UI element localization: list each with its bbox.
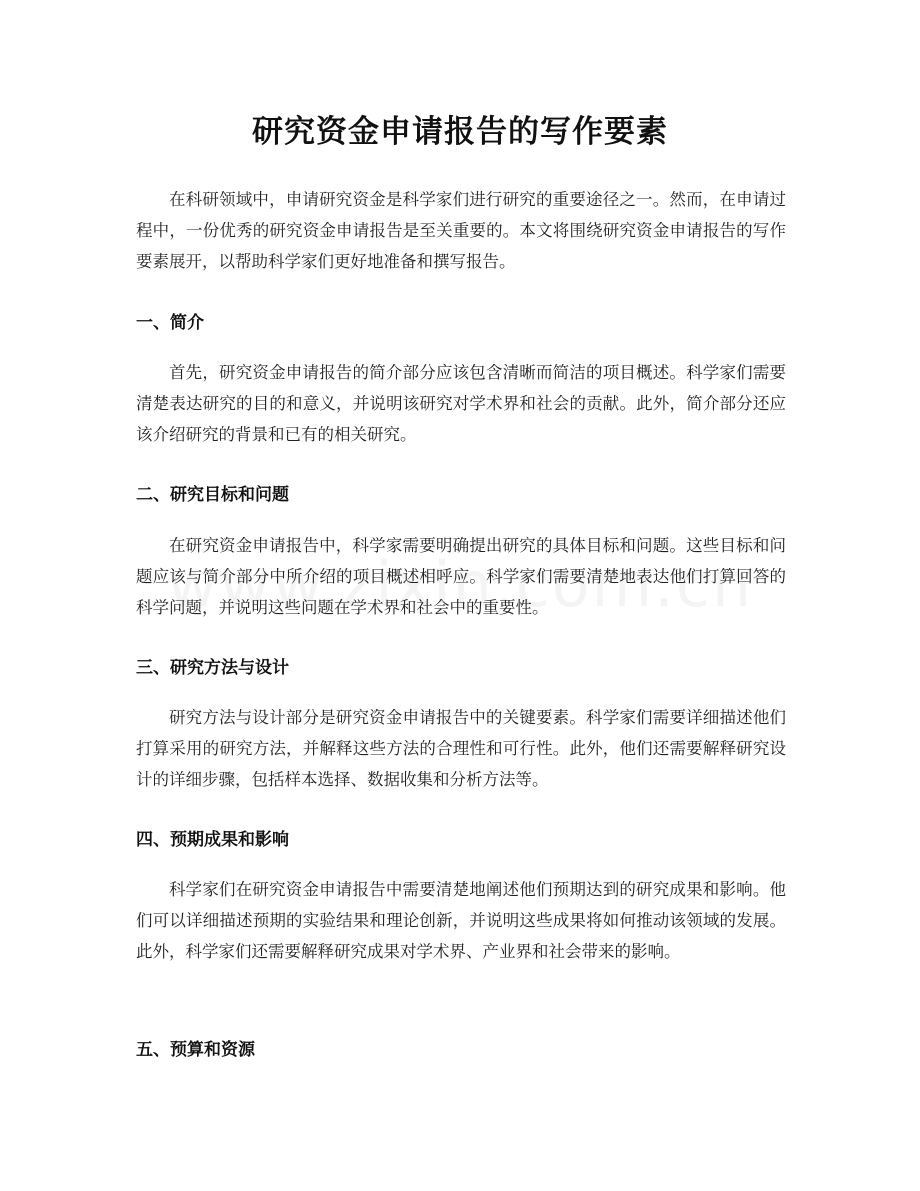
section-heading-budget: 五、预算和资源 <box>136 1040 255 1060</box>
section-heading-intro: 一、简介 <box>136 313 204 333</box>
section-body-outcomes: 科学家们在研究资金申请报告中需要清楚地阐述他们预期达到的研究成果和影响。他们可以详细描述预期的实验结果和理论创新，并说明这些成果将如何推动该领域的发展。此外，科学家们还需要解释研究成果对学术界、产业界和社会带来的影响。 <box>136 880 786 961</box>
intro-paragraph: 在科研领域中，申请研究资金是科学家们进行研究的重要途径之一。然而，在申请过程中，一份优秀的研究资金申请报告是至关重要的。本文将围绕研究资金申请报告的写作要素展开，以帮助科学家们更好地准备和撰写报告。 <box>136 190 786 271</box>
section-heading-outcomes: 四、预期成果和影响 <box>136 830 289 850</box>
section-heading-methods: 三、研究方法与设计 <box>136 658 289 678</box>
section-body-methods: 研究方法与设计部分是研究资金申请报告中的关键要素。科学家们需要详细描述他们打算采用的研究方法，并解释这些方法的合理性和可行性。此外，他们还需要解释研究设计的详细步骤，包括样本选择、数据收集和分析方法等。 <box>136 708 786 789</box>
section-body-goals: 在研究资金申请报告中，科学家需要明确提出研究的具体目标和问题。这些目标和问题应该与简介部分中所介绍的项目概述相呼应。科学家们需要清楚地表达他们打算回答的科学问题，并说明这些问题在学术界和社会中的重要性。 <box>136 536 786 617</box>
section-body-intro: 首先，研究资金申请报告的简介部分应该包含清晰而简洁的项目概述。科学家们需要清楚表达研究的目的和意义，并说明该研究对学术界和社会的贡献。此外，简介部分还应该介绍研究的背景和已有的相关研究。 <box>136 363 786 444</box>
section-heading-goals: 二、研究目标和问题 <box>136 485 289 505</box>
page-title: 研究资金申请报告的写作要素 <box>252 114 668 150</box>
